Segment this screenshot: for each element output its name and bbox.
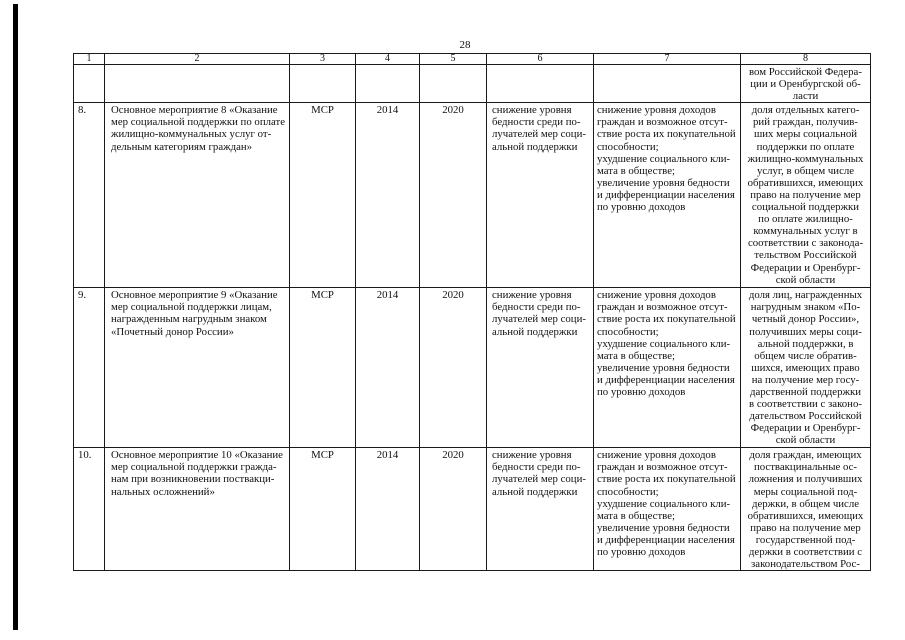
cell-indicator-link: доля отдельных катего- рий граждан, получив- ших меры социальной поддержки по оплате жилищно-коммунальных услуг, в общем числе обратившихся, имеющих право на получение мер социальной поддержки по оплате жилищно- коммунальных услуг в соответствии с законода- тельством Российской Федерации и Оренбург- ской области — [741, 103, 871, 288]
table-row — [74, 448, 871, 571]
cell-start-year: 2014 — [356, 103, 420, 288]
cell-expected-result — [487, 65, 594, 103]
binding-edge — [13, 4, 18, 630]
cell-start-year: 2014 — [356, 448, 420, 571]
cell-end-year — [420, 65, 487, 103]
cell-consequences: снижение уровня доходов граждан и возможное отсут- ствие роста их покупательной способности; ухудшение социального кли- мата в обществе; увеличение уровня бедности и дифференциации населения по уровню доходов — [594, 103, 741, 288]
cell-end-year: 2020 — [420, 448, 487, 571]
cell-executor: МСР — [290, 288, 356, 448]
cell-item-number: 9. — [74, 288, 105, 448]
cell-item-number: 10. — [74, 448, 105, 571]
cell-start-year — [356, 65, 420, 103]
column-number-header: 1 — [74, 54, 105, 65]
column-number-header: 2 — [105, 54, 290, 65]
cell-executor: МСР — [290, 103, 356, 288]
table-row — [74, 288, 871, 448]
cell-measure-title: Основное мероприятие 8 «Оказание мер социальной поддержки по оплате жилищно-коммунальных услуг от- дельным категориям граждан» — [105, 103, 290, 288]
cell-item-number: 8. — [74, 103, 105, 288]
cell-consequences — [594, 65, 741, 103]
cell-indicator-link: вом Российской Федера- ции и Оренбургской об- ласти — [741, 65, 871, 103]
page-number: 28 — [459, 39, 471, 51]
table-row — [74, 65, 871, 103]
measures-table — [73, 53, 871, 571]
cell-measure-title — [105, 65, 290, 103]
cell-item-number — [74, 65, 105, 103]
cell-consequences: снижение уровня доходов граждан и возможное отсут- ствие роста их покупательной способности; ухудшение социального кли- мата в обществе; увеличение уровня бедности и дифференциации населения по уровню доходов — [594, 448, 741, 571]
cell-expected-result: снижение уровня бедности среди по- лучателей мер соци- альной поддержки — [487, 103, 594, 288]
cell-measure-title: Основное мероприятие 10 «Оказание мер социальной поддержки гражда- нам при возникновении поствакци- нальных осложнений» — [105, 448, 290, 571]
column-number-header: 8 — [741, 54, 871, 65]
cell-indicator-link: доля лиц, награжденных нагрудным знаком «По- четный донор России», получивших меры соци- альной поддержки, в общем числе обратив- шихся, имеющих право на получение мер госу- дарственной поддержки в соответствии с законо- дательством Российской Федерации и Оренбург- ской области — [741, 288, 871, 448]
column-number-header: 4 — [356, 54, 420, 65]
cell-expected-result: снижение уровня бедности среди по- лучателей мер соци- альной поддержки — [487, 288, 594, 448]
column-number-header: 3 — [290, 54, 356, 65]
cell-end-year: 2020 — [420, 288, 487, 448]
column-number-header: 6 — [487, 54, 594, 65]
column-number-header: 7 — [594, 54, 741, 65]
cell-expected-result: снижение уровня бедности среди по- лучателей мер соци- альной поддержки — [487, 448, 594, 571]
cell-start-year: 2014 — [356, 288, 420, 448]
cell-measure-title: Основное мероприятие 9 «Оказание мер социальной поддержки лицам, награжденным нагрудным знаком «Почетный донор России» — [105, 288, 290, 448]
cell-executor: МСР — [290, 448, 356, 571]
cell-executor — [290, 65, 356, 103]
column-number-header: 5 — [420, 54, 487, 65]
cell-consequences: снижение уровня доходов граждан и возможное отсут- ствие роста их покупательной способности; ухудшение социального кли- мата в обществе; увеличение уровня бедности и дифференциации населения по уровню доходов — [594, 288, 741, 448]
cell-indicator-link: доля граждан, имеющих поствакцинальные ос- ложнения и получивших меры социальной под- держки, в общем числе обратившихся, имеющих право на получение мер государственной под- держки в соответствии с законодательством Рос- — [741, 448, 871, 571]
table-header-row — [74, 54, 871, 65]
table-row — [74, 103, 871, 288]
cell-end-year: 2020 — [420, 103, 487, 288]
